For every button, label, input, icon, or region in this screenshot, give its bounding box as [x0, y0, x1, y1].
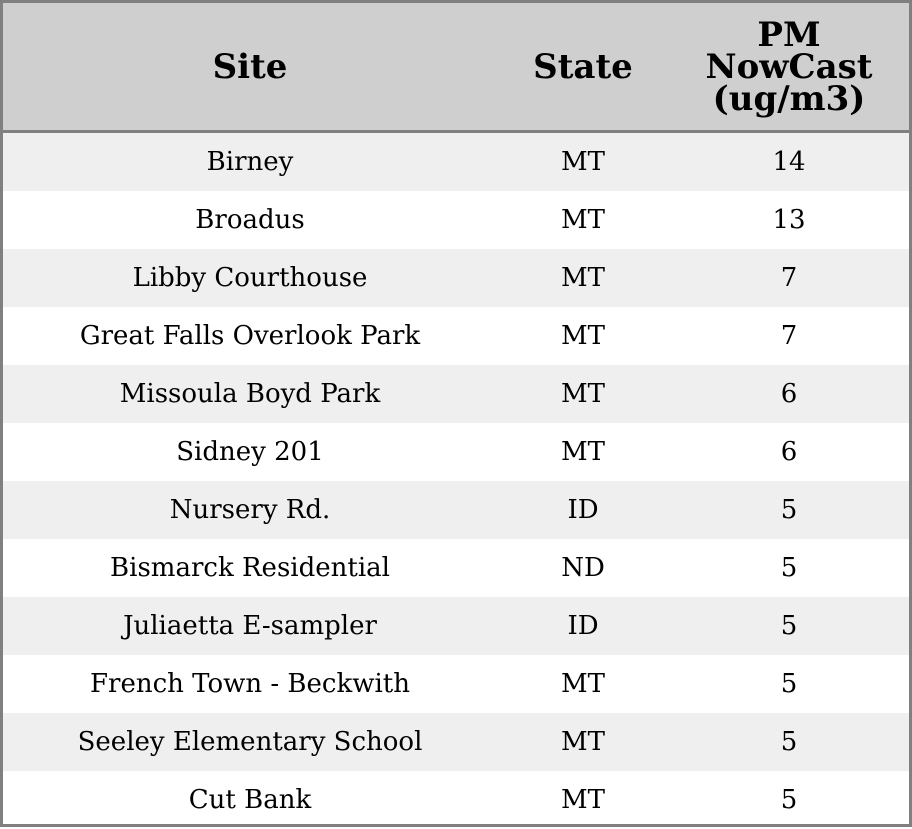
site-cell: Broadus [195, 205, 305, 235]
pm-value-cell: 6 [780, 437, 798, 467]
site-cell: French Town - Beckwith [89, 669, 411, 699]
table-row [3, 655, 909, 713]
site-cell: Seeley Elementary School [77, 727, 423, 757]
site-cell: Libby Courthouse [132, 263, 368, 293]
pm-value-cell: 5 [780, 785, 798, 815]
site-cell: Sidney 201 [176, 437, 324, 467]
site-cell: Nursery Rd. [169, 495, 331, 525]
state-cell: MT [561, 669, 605, 699]
site-cell: Great Falls Overlook Park [79, 321, 421, 351]
column-header-pm-line-1: PM [757, 14, 821, 55]
state-cell: MT [561, 785, 605, 815]
state-cell: MT [561, 147, 605, 177]
site-cell: Juliaetta E-sampler [123, 611, 377, 641]
state-cell: MT [561, 379, 605, 409]
table-row [3, 423, 909, 481]
state-cell: MT [561, 437, 605, 467]
table-row [3, 713, 909, 771]
state-cell: ID [567, 495, 599, 525]
table-row [3, 365, 909, 423]
state-cell: MT [561, 321, 605, 351]
pm-value-cell: 7 [780, 321, 798, 351]
state-cell: MT [561, 263, 605, 293]
site-cell: Birney [206, 147, 294, 177]
pm-value-cell: 5 [780, 553, 798, 583]
site-cell: Missoula Boyd Park [119, 379, 381, 409]
column-header-site-line: Site [212, 46, 288, 87]
state-cell: MT [561, 727, 605, 757]
site-cell: Bismarck Residential [110, 553, 390, 583]
table-row [3, 191, 909, 249]
column-header-pm-line-2: NowCast [705, 46, 873, 87]
pm-value-cell: 5 [780, 669, 798, 699]
pm-value-cell: 14 [772, 147, 806, 177]
pm-value-cell: 6 [780, 379, 798, 409]
pm-value-cell: 7 [780, 263, 798, 293]
site-cell: Cut Bank [188, 785, 312, 815]
column-header-pm-line-3: (ug/m3) [712, 78, 866, 119]
table-row [3, 133, 909, 191]
state-cell: MT [561, 205, 605, 235]
pm-value-cell: 13 [772, 205, 806, 235]
column-header-state-line: State [533, 46, 633, 87]
pm-value-cell: 5 [780, 727, 798, 757]
table-row [3, 249, 909, 307]
column-header-site [3, 3, 497, 130]
column-header-state [497, 3, 669, 130]
state-cell: ND [561, 553, 605, 583]
table-row [3, 771, 909, 829]
table-header-row [3, 3, 909, 133]
table-row [3, 539, 909, 597]
pm-value-cell: 5 [780, 611, 798, 641]
pm-value-cell: 5 [780, 495, 798, 525]
column-header-pm-nowcast [669, 3, 909, 130]
table-row [3, 307, 909, 365]
table-row [3, 481, 909, 539]
state-cell: ID [567, 611, 599, 641]
table-row [3, 597, 909, 655]
